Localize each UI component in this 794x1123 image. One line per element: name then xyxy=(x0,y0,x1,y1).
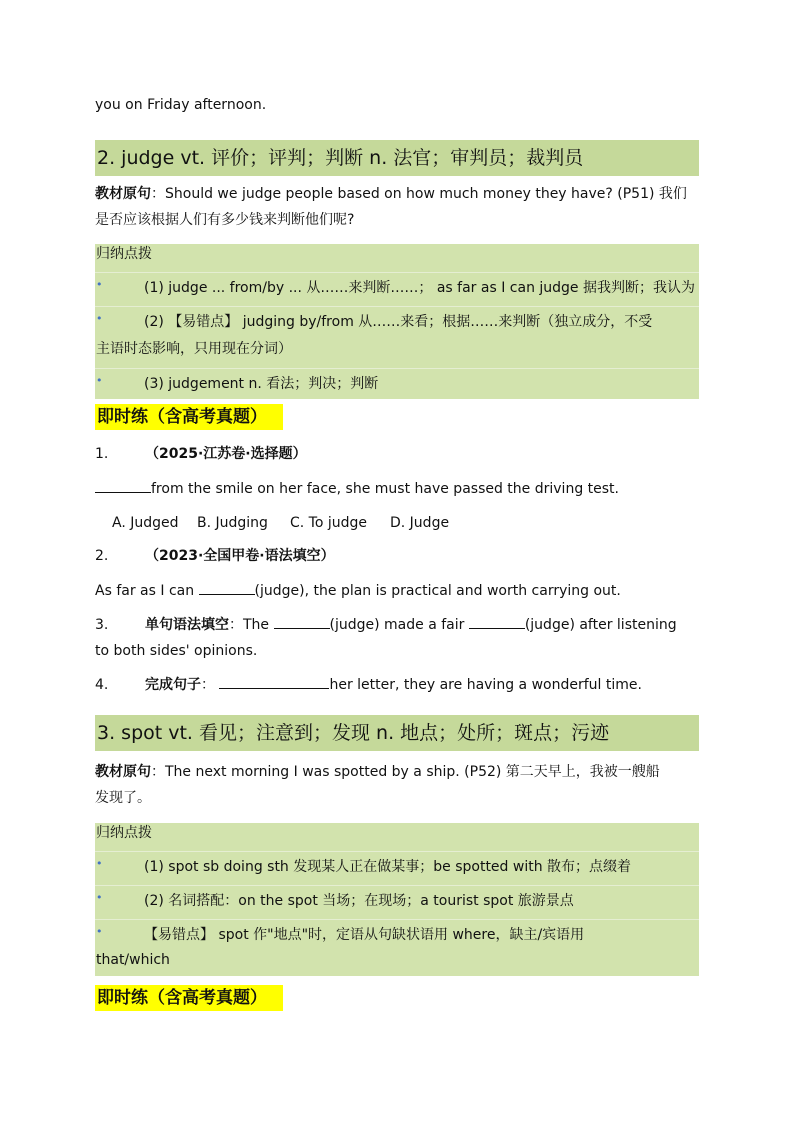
question-2-number: 2. xyxy=(95,548,109,564)
answer-blank[interactable] xyxy=(469,614,525,629)
summary-point xyxy=(95,919,699,949)
answer-blank[interactable] xyxy=(199,580,255,595)
question-1-tag: （2025·江苏卷·选择题） xyxy=(145,446,307,462)
source-text: ：The next morning I was spotted by a ship. (P52) 第二天早上，我被一艘船 xyxy=(151,764,660,780)
summary-point xyxy=(95,272,699,306)
question-1-number: 1. xyxy=(95,446,109,462)
summary-point-text: 主语时态影响，只用现在分词） xyxy=(96,341,292,357)
question-3-stem xyxy=(145,612,677,638)
question-3-label: 单句语法填空 xyxy=(145,617,229,633)
summary-box-title: 归纳点拨 xyxy=(96,825,152,841)
summary-point xyxy=(95,368,699,399)
summary-point-text: that/which xyxy=(96,952,170,968)
question-2-text-a: As far as I can xyxy=(95,583,195,599)
summary-box-title: 归纳点拨 xyxy=(96,246,152,262)
summary-box-judge xyxy=(95,244,699,399)
practice-title xyxy=(95,985,283,1011)
option-d[interactable]: D. Judge xyxy=(390,515,450,531)
section-heading-text: 2. judge vt. 评价；评判；判断 n. 法官；审判员；裁判员 xyxy=(97,147,584,169)
question-4-label: 完成句子 xyxy=(145,677,201,693)
summary-point-text: (3) judgement n. 看法；判决；判断 xyxy=(144,376,379,392)
question-4-text-a: ： xyxy=(201,677,215,693)
source-text: ：Should we judge people based on how much money they have? (P51) 我们 xyxy=(151,186,687,202)
option-c[interactable]: C. To judge xyxy=(290,515,368,531)
practice-title xyxy=(95,404,283,430)
question-3-text-c: (judge) after listening xyxy=(524,617,677,633)
bullet-icon: • xyxy=(96,374,103,387)
question-3-text-a: ：The xyxy=(229,617,270,633)
section-heading-judge xyxy=(95,140,699,176)
question-2-text-b: (judge), the plan is practical and worth carrying out. xyxy=(254,583,621,599)
bullet-icon: • xyxy=(96,925,103,938)
section-heading-spot xyxy=(95,715,699,751)
summary-point xyxy=(95,885,699,919)
source-sentence-line xyxy=(95,181,687,207)
summary-point-text: (1) judge ... from/by ... 从……来判断……； as far as I can judge 据我判断；我认为 xyxy=(144,280,695,296)
intro-line: you on Friday afternoon. xyxy=(95,97,267,113)
summary-point-text: (2) 【易错点】 judging by/from 从……来看；根据……来判断（独立成分，不受 xyxy=(144,314,653,330)
source-sentence-line xyxy=(95,759,660,785)
summary-point-cont xyxy=(95,340,699,366)
question-1-text: from the smile on her face, she must have passed the driving test. xyxy=(151,481,619,497)
source-label: 教材原句 xyxy=(95,186,151,202)
source-sentence-cont: 是否应该根据人们有多少钱来判断他们呢? xyxy=(95,212,355,228)
question-3-number: 3. xyxy=(95,617,109,633)
option-a[interactable]: A. Judged xyxy=(112,515,179,531)
summary-point-text: 【易错点】 spot 作"地点"时，定语从句缺状语用 where，缺主/宾语用 xyxy=(144,927,585,943)
practice-title-text: 即时练（含高考真题） xyxy=(97,988,267,1008)
answer-blank[interactable] xyxy=(219,674,329,689)
summary-box-spot xyxy=(95,823,699,976)
summary-point xyxy=(95,306,699,340)
bullet-icon: • xyxy=(96,278,103,291)
answer-blank[interactable] xyxy=(274,614,330,629)
summary-point xyxy=(95,851,699,885)
summary-point-text: (1) spot sb doing sth 发现某人正在做某事；be spotted with 散布；点缀着 xyxy=(144,859,632,875)
question-2-stem xyxy=(95,578,621,604)
section-heading-text: 3. spot vt. 看见；注意到；发现 n. 地点；处所；斑点；污迹 xyxy=(97,722,610,744)
summary-point-cont xyxy=(95,947,699,976)
question-1-stem xyxy=(95,476,619,502)
source-sentence-cont: 发现了。 xyxy=(95,790,151,806)
bullet-icon: • xyxy=(96,891,103,904)
bullet-icon: • xyxy=(96,857,103,870)
source-label: 教材原句 xyxy=(95,764,151,780)
option-b[interactable]: B. Judging xyxy=(197,515,268,531)
question-2-tag: （2023·全国甲卷·语法填空） xyxy=(145,548,335,564)
question-4-text-b: her letter, they are having a wonderful time. xyxy=(329,677,642,693)
question-4-stem xyxy=(145,672,642,698)
practice-title-text: 即时练（含高考真题） xyxy=(97,407,267,427)
answer-blank[interactable] xyxy=(95,478,151,493)
question-3-cont: to both sides' opinions. xyxy=(95,643,258,659)
question-4-number: 4. xyxy=(95,677,109,693)
bullet-icon: • xyxy=(96,312,103,325)
summary-point-text: (2) 名词搭配：on the spot 当场；在现场；a tourist spot 旅游景点 xyxy=(144,893,574,909)
question-3-text-b: (judge) made a fair xyxy=(329,617,465,633)
